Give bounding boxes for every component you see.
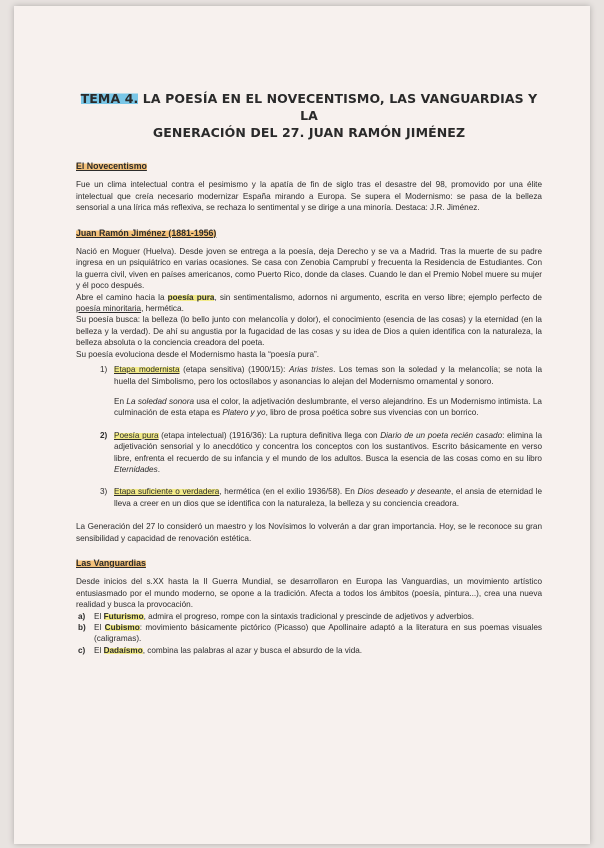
movement-item-dadaismo bbox=[76, 645, 542, 656]
movement-item-cubismo bbox=[76, 622, 542, 645]
stage-item-3 bbox=[76, 486, 542, 509]
text-run: , hermética (en el exilio 1936/58). En bbox=[219, 487, 358, 497]
movement-name: Futurismo bbox=[103, 611, 144, 621]
item-number: 1) bbox=[100, 365, 108, 375]
text-run: El bbox=[94, 611, 104, 621]
text-run: , el ansia de eternidad le lleva a creer en un dios que se identifica con la naturaleza, la belleza y su conciencia creadora. bbox=[114, 487, 543, 508]
text-bold: poesía pura bbox=[167, 292, 215, 302]
stage-label: Poesía pura bbox=[114, 430, 159, 440]
paragraph-novecentismo: Fue un clima intelectual contra el pesimismo y la apatía de fin de siglo tras el desastre del 98, promovido por una élite intelectual que creía necesario modernizar España mirando a Europa. Se supera el Modernismo: se pasa de la belleza sensorial a una lírica más reflexiva, se rechaza lo sentimental y se dirige a una minoría. Destaca: J.R. Jiménez. bbox=[76, 180, 542, 213]
item-letter: b) bbox=[78, 623, 86, 632]
text-run: . bbox=[157, 464, 160, 474]
section-heading-novecentismo bbox=[76, 161, 542, 172]
heading-text: Las Vanguardias bbox=[76, 557, 146, 568]
work-title: Eternidades bbox=[114, 464, 158, 474]
work-title: Diario de un poeta recién casado bbox=[380, 430, 503, 440]
stage-item-1-detail bbox=[76, 396, 542, 419]
movements-list bbox=[76, 611, 542, 657]
text-run: , hermética. bbox=[141, 304, 184, 314]
stage-item-2 bbox=[76, 430, 542, 476]
text-run: usa el color, la adjetivación deslumbrante, el verso alejandrino. Es un Modernismo intimista. La culminación de esta etapa es bbox=[114, 396, 542, 418]
paragraph-search: Su poesía busca: la belleza (lo bello junto con melancolía y dolor), el conocimiento (esencia de las cosas) y la eternidad (en la belleza y la verdad). De ahí su angustia por la fugacidad de las cosas y su idea de Dios a quien identifica con la naturaleza, la belleza absoluta o la conciencia creadora del poeta. bbox=[76, 315, 542, 348]
text-run: , sin sentimentalismo, adornos ni argumento, escrita en verso libre; ejemplo perfecto de bbox=[214, 292, 542, 302]
stages-list bbox=[76, 364, 542, 509]
text-run: , libro de prosa poética sobre sus vivencias con un borrico. bbox=[265, 408, 479, 418]
text-run: Abre el camino hacia la bbox=[76, 292, 168, 302]
section-juan-ramon bbox=[76, 228, 542, 544]
work-title: La soledad sonora bbox=[126, 396, 195, 406]
text-run: . Los temas son la soledad y la melancolía; se nota la huella del Simbolismo, pero los octosílabos y asonancias lo alejan del Modernismo ornamental y sonoro. bbox=[114, 365, 542, 386]
movement-name: Dadaísmo bbox=[103, 645, 143, 655]
paragraph-generation-27: La Generación del 27 lo consideró un maestro y los Novísimos lo volverán a dar gran importancia. Hoy, se le reconoce su gran sensibilidad y capacidad de renovación estética. bbox=[76, 522, 542, 543]
movement-item-futurismo bbox=[76, 611, 542, 622]
text-run: , admira el progreso, rompe con la sintaxis tradicional y prescinde de adjetivos y adverbios. bbox=[143, 611, 474, 621]
item-letter: c) bbox=[78, 645, 86, 655]
document-title bbox=[76, 90, 542, 141]
text-run: : movimiento básicamente pictórico (Picasso) que Apollinaire adaptó a la literatura en sus poemas visuales (caligramas). bbox=[94, 623, 542, 644]
stage-label: Etapa suficiente o verdadera bbox=[114, 487, 220, 497]
text-run: (etapa sensitiva) (1900/15): bbox=[179, 365, 290, 375]
text-run: El bbox=[94, 645, 104, 655]
text-underlined: poesía minoritaria bbox=[76, 304, 142, 314]
section-heading-vanguardias bbox=[76, 558, 542, 569]
section-novecentismo bbox=[76, 161, 542, 214]
title-line-2: GENERACIÓN DEL 27. JUAN RAMÓN JIMÉNEZ bbox=[152, 125, 466, 140]
section-vanguardias bbox=[76, 558, 542, 656]
text-run: (etapa intelectual) (1916/36): La ruptura definitiva llega con bbox=[158, 430, 381, 440]
document-content bbox=[76, 90, 542, 656]
text-run: El bbox=[94, 623, 105, 632]
text-run: : elimina la adjetivación sensorial y lo anecdótico y concentra los conceptos con los sustantivos. Escrito básicamente en verso libre, enfrenta el recuerdo de su infancia y el mundo de los adultos. Busca la esencia de las cosas como en su libro bbox=[114, 430, 543, 463]
title-topic-number: TEMA 4. bbox=[80, 91, 139, 106]
text-run: En bbox=[114, 396, 127, 406]
work-title: Dios deseado y deseante bbox=[357, 487, 451, 497]
item-number: 3) bbox=[100, 487, 108, 497]
paragraph-evolution: Su poesía evoluciona desde el Modernismo hasta la “poesía pura”. bbox=[76, 349, 320, 359]
stage-item-1 bbox=[76, 364, 542, 387]
section-heading-juan-ramon bbox=[76, 228, 542, 239]
item-letter: a) bbox=[78, 611, 86, 621]
stage-label: Etapa modernista bbox=[114, 365, 180, 375]
paragraph-biography: Nació en Moguer (Huelva). Desde joven se entrega a la poesía, deja Derecho y se va a Madrid. Tras la muerte de su padre ingresa en un psiquiátrico en varias ocasiones. Se casa con Zenobia Camprubí y frecuenta la Residencia de Estudiantes. Con la guerra civil, viven en países americanos, como Puerto Rico, donde da clases. Cuando le dan el Premio Nobel muere su mujer y él poco después. bbox=[76, 247, 542, 291]
text-run: , combina las palabras al azar y busca el absurdo de la vida. bbox=[142, 645, 363, 655]
movement-name: Cubismo bbox=[104, 623, 140, 632]
paragraph-vanguardias: Desde inicios del s.XX hasta la II Guerra Mundial, se desarrollaron en Europa las Vanguardias, un movimiento artístico entusiasmado por el mundo moderno, se opone a la tradición. Afecta a todos los ámbitos (poesía, pintura...), crea una nueva realidad y busca la provocación. bbox=[76, 577, 542, 610]
heading-text: El Novecentismo bbox=[76, 161, 147, 171]
paragraph-pure-poetry bbox=[76, 292, 542, 315]
title-line-1: LA POESÍA EN EL NOVECENTISMO, LAS VANGUARDIAS Y LA bbox=[138, 91, 538, 123]
paper-sheet bbox=[14, 6, 590, 844]
item-number: 2) bbox=[100, 430, 108, 440]
work-title: Arias tristes bbox=[289, 365, 334, 375]
work-title: Platero y yo bbox=[222, 408, 266, 418]
heading-text: Juan Ramón Jiménez (1881-1956) bbox=[76, 227, 217, 238]
